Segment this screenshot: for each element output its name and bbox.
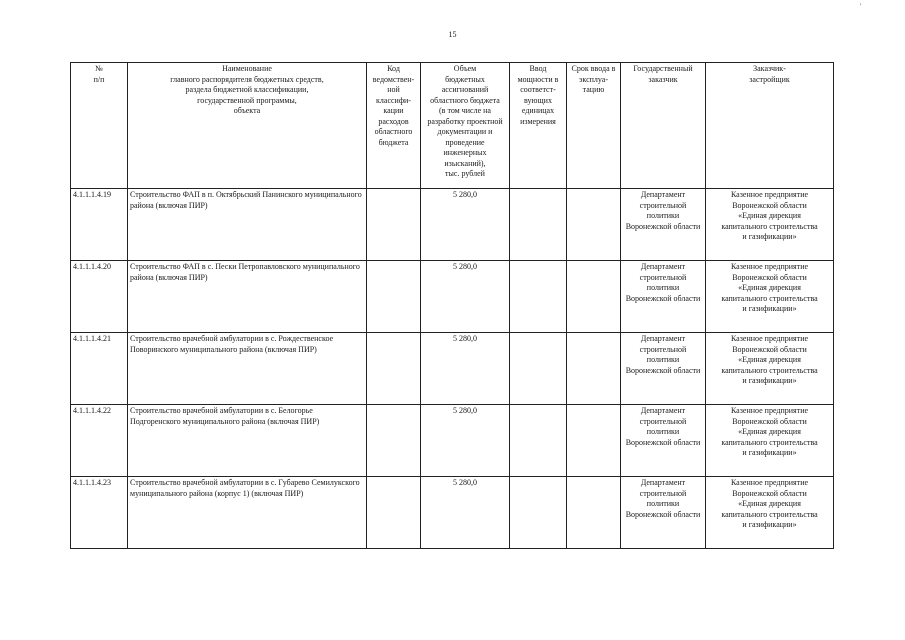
header-client-text: Государственный заказчик xyxy=(633,64,693,84)
state-client-cell xyxy=(621,261,706,333)
row-number: 4.1.1.1.4.22 xyxy=(73,406,111,415)
object-name-cell xyxy=(128,477,367,549)
table-row xyxy=(71,477,834,549)
budget-code-cell xyxy=(367,189,421,261)
state-client-cell xyxy=(621,333,706,405)
budget-amount-cell xyxy=(421,477,510,549)
budget-amount-cell xyxy=(421,261,510,333)
header-builder xyxy=(706,63,834,189)
budget-amount: 5 280,0 xyxy=(453,262,477,271)
developer-client-cell xyxy=(706,477,834,549)
header-code-text: Код ведомствен- ной классифи- кации расходов областного бюджета xyxy=(372,64,415,147)
commission-term-cell xyxy=(567,333,621,405)
table-body xyxy=(71,189,834,549)
budget-amount: 5 280,0 xyxy=(453,406,477,415)
header-num-text: № п/п xyxy=(93,64,105,84)
state-client: Департамент строительной политики Воронежской области xyxy=(625,334,701,375)
object-name: Строительство врачебной амбулатории в с. Губарево Семилукского муниципального района (корпус 1) (включая ПИР) xyxy=(130,478,360,498)
corner-mark: ' xyxy=(860,2,862,11)
row-number-cell xyxy=(71,477,128,549)
capacity-input-cell xyxy=(510,405,567,477)
object-name: Строительство ФАП в п. Октябрьский Панинского муниципального района (включая ПИР) xyxy=(130,190,362,210)
state-client-cell xyxy=(621,477,706,549)
developer-client-cell xyxy=(706,189,834,261)
developer-client-cell xyxy=(706,261,834,333)
state-client-cell xyxy=(621,189,706,261)
header-term xyxy=(567,63,621,189)
table-row xyxy=(71,333,834,405)
state-client: Департамент строительной политики Воронежской области xyxy=(625,262,701,303)
object-name-cell xyxy=(128,333,367,405)
table-row xyxy=(71,405,834,477)
budget-amount-cell xyxy=(421,189,510,261)
budget-table xyxy=(70,62,834,549)
budget-code-cell xyxy=(367,405,421,477)
developer-client: Казенное предприятие Воронежской области «Единая дирекция капитального строительства и газификации» xyxy=(721,406,818,457)
row-number-cell xyxy=(71,261,128,333)
object-name: Строительство врачебной амбулатории в с. Рождественское Поворинского муниципального района (включая ПИР) xyxy=(130,334,334,354)
row-number-cell xyxy=(71,189,128,261)
header-capacity xyxy=(510,63,567,189)
developer-client-cell xyxy=(706,333,834,405)
developer-client: Казенное предприятие Воронежской области «Единая дирекция капитального строительства и газификации» xyxy=(721,334,818,385)
commission-term-cell xyxy=(567,405,621,477)
row-number: 4.1.1.1.4.23 xyxy=(73,478,111,487)
row-number-cell xyxy=(71,333,128,405)
object-name-cell xyxy=(128,189,367,261)
object-name-cell xyxy=(128,261,367,333)
row-number: 4.1.1.1.4.20 xyxy=(73,262,111,271)
state-client: Департамент строительной политики Воронежской области xyxy=(625,406,701,447)
header-capacity-text: Ввод мощности в соответст- вующих единицах измерения xyxy=(517,64,559,126)
developer-client: Казенное предприятие Воронежской области «Единая дирекция капитального строительства и газификации» xyxy=(721,478,818,529)
budget-code-cell xyxy=(367,261,421,333)
row-number-cell xyxy=(71,405,128,477)
header-term-text: Срок ввода в эксплуа- тацию xyxy=(571,64,616,94)
object-name: Строительство врачебной амбулатории в с. Белогорье Подгоренского муниципального района (включая ПИР) xyxy=(130,406,320,426)
developer-client: Казенное предприятие Воронежской области «Единая дирекция капитального строительства и газификации» xyxy=(721,262,818,313)
table-row xyxy=(71,189,834,261)
budget-amount: 5 280,0 xyxy=(453,478,477,487)
budget-amount: 5 280,0 xyxy=(453,190,477,199)
header-amount-text: Объем бюджетных ассигнований областного бюджета (в том числе на разработку проектной документации и проведение инженерных изысканий), тыс. рублей xyxy=(427,64,503,178)
capacity-input-cell xyxy=(510,477,567,549)
commission-term-cell xyxy=(567,261,621,333)
capacity-input-cell xyxy=(510,333,567,405)
budget-amount-cell xyxy=(421,405,510,477)
capacity-input-cell xyxy=(510,189,567,261)
header-builder-text: Заказчик- застройщик xyxy=(749,64,790,84)
budget-code-cell xyxy=(367,477,421,549)
state-client: Департамент строительной политики Воронежской области xyxy=(625,190,701,231)
header-name xyxy=(128,63,367,189)
row-number: 4.1.1.1.4.21 xyxy=(73,334,111,343)
developer-client: Казенное предприятие Воронежской области «Единая дирекция капитального строительства и газификации» xyxy=(721,190,818,241)
budget-code-cell xyxy=(367,333,421,405)
object-name: Строительство ФАП в с. Пески Петропавловского муниципального района (включая ПИР) xyxy=(130,262,360,282)
table-row xyxy=(71,261,834,333)
budget-amount: 5 280,0 xyxy=(453,334,477,343)
header-code xyxy=(367,63,421,189)
header-amount xyxy=(421,63,510,189)
state-client-cell xyxy=(621,405,706,477)
budget-amount-cell xyxy=(421,333,510,405)
capacity-input-cell xyxy=(510,261,567,333)
page-number: 15 xyxy=(448,30,457,39)
header-client xyxy=(621,63,706,189)
header-name-text: Наименование главного распорядителя бюджетных средств, раздела бюджетной классификации, государственной программы, объекта xyxy=(170,64,324,115)
header-num xyxy=(71,63,128,189)
commission-term-cell xyxy=(567,189,621,261)
header-row xyxy=(71,63,834,189)
commission-term-cell xyxy=(567,477,621,549)
state-client: Департамент строительной политики Воронежской области xyxy=(625,478,701,519)
developer-client-cell xyxy=(706,405,834,477)
object-name-cell xyxy=(128,405,367,477)
row-number: 4.1.1.1.4.19 xyxy=(73,190,111,199)
